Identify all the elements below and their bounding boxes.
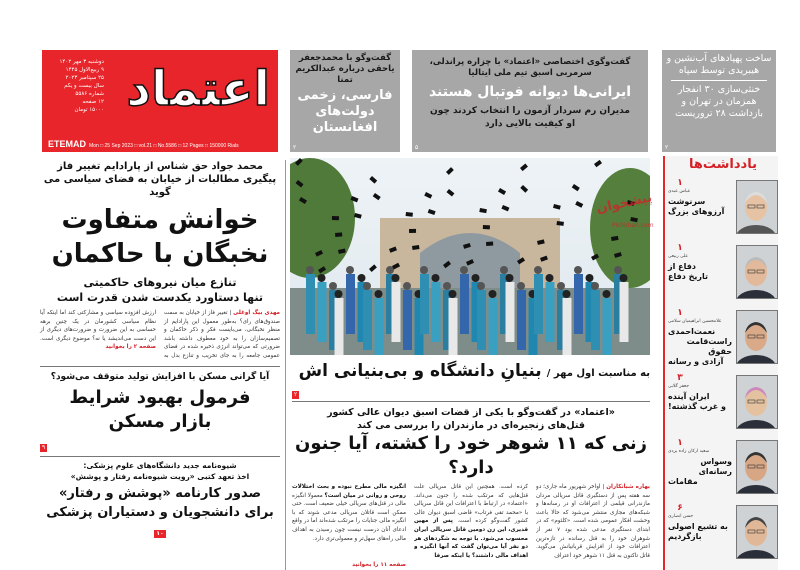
housing-story[interactable] — [40, 371, 280, 453]
graduation-cap — [553, 204, 561, 210]
graduate — [403, 290, 412, 350]
author-photo — [736, 375, 778, 429]
author-photo — [736, 440, 778, 494]
author-photo — [736, 245, 778, 299]
graduate — [574, 274, 583, 334]
note-text — [668, 243, 732, 282]
divider — [40, 456, 280, 457]
graduation-cap — [572, 184, 580, 191]
graduate — [363, 290, 372, 350]
graduation-cap — [479, 208, 487, 213]
note-item[interactable] — [668, 503, 778, 567]
graduation-cap — [483, 225, 490, 229]
note-author: سعید ارکان زاده یزدی — [668, 449, 710, 454]
latin-name: ETEMAD — [48, 139, 86, 149]
page-number: ۱ — [677, 243, 683, 253]
author-photo — [736, 180, 778, 234]
graduate-head — [489, 290, 497, 298]
note-title: و غرب گذشته! — [668, 402, 726, 411]
graduate-head — [306, 266, 314, 274]
note-author: غلامحسین ابراهیمیان سلامی — [668, 319, 722, 324]
graduation-cap — [369, 264, 377, 272]
graduate — [489, 298, 498, 355]
note-author: عباس عبدی — [668, 189, 691, 194]
teaser-kicker: گفت‌وگوی اختصاصی «اعتماد» با چزاره پراندلی، سرمربی اسبق تیم ملی ایتالیا — [429, 57, 631, 78]
graduate-head — [346, 266, 354, 274]
graduate-head — [586, 274, 594, 282]
divider — [292, 401, 650, 402]
note-title: دفاع از — [668, 262, 696, 271]
graduate-head — [318, 274, 326, 282]
graduate-head — [517, 282, 525, 290]
date-line: شماره ۵۵۸۶ — [75, 91, 104, 97]
question-text: پس از مهین قدیری، این زن دومین قاتل سریالی ایران محسوب می‌شود. با توجه به شگردهای هر دو نفر آیا می‌توان گفت که آنها انگیزه و اهداف مالی داشتند؟ یا اینکه صرفا — [414, 518, 528, 559]
note-item[interactable] — [668, 243, 778, 307]
graduate — [546, 282, 555, 342]
graduation-cap — [428, 209, 436, 215]
graduate-head — [358, 274, 366, 282]
lead-headline: نخبگان با حاکمان — [51, 239, 269, 269]
note-title: آرزوهای بزرگ — [668, 207, 725, 216]
graduation-cap — [501, 205, 509, 211]
page-number: ۱ — [677, 178, 683, 188]
latin-masthead — [48, 139, 239, 149]
lead-headline: خوانش متفاوت — [61, 205, 259, 235]
teaser-irgc[interactable] — [662, 50, 776, 152]
graduate-head — [472, 274, 480, 282]
lead-subhead: تنها دستاورد یکدست شدن قدرت است — [56, 291, 264, 304]
page-number: ۹ — [42, 443, 46, 451]
graduation-cap — [369, 176, 377, 184]
page-number: ۱ — [677, 308, 683, 318]
page-number: ۶ — [677, 503, 683, 513]
lead-story[interactable] — [40, 160, 280, 361]
graduation-cap — [594, 160, 602, 167]
body-column — [414, 483, 528, 570]
left-column — [40, 160, 280, 570]
note-title: سرنوشت — [668, 197, 706, 206]
graduation-photo-image — [290, 158, 650, 355]
graduate — [392, 282, 401, 342]
question-text: انگیزه مالی مطرح نبوده و بحث اختلالات روحی و روانی در میان است؟ — [292, 484, 406, 499]
pishkhan-watermark-latin: Pishkhan.com — [612, 222, 654, 229]
note-title: مقامات — [668, 477, 698, 486]
date-line: ۱۵۰۰۰ تومان — [74, 107, 104, 113]
graduation-cap — [498, 188, 506, 195]
graduate-head — [534, 266, 542, 274]
graduate — [517, 290, 526, 350]
note-title: تاریخ دفاع — [668, 272, 708, 281]
medical-kicker: شیوه‌نامه جدید دانشگاه‌های علوم پزشکی: — [83, 460, 237, 470]
graduate — [620, 282, 629, 342]
lead-subhead: تنازع میان نیروهای حاکمیتی — [83, 276, 237, 289]
graduation-cap — [446, 189, 454, 197]
byline: بهاره شبانکاران — [606, 484, 650, 490]
graduation-cap — [373, 193, 381, 200]
medical-headline: برای دانشجویان و دستیاران پزشکی — [46, 504, 274, 520]
page-number: ۵ — [415, 144, 419, 151]
graduate-head — [477, 282, 485, 290]
graduate-head — [449, 290, 457, 298]
note-text — [668, 178, 732, 217]
graduate-head — [460, 266, 468, 274]
graduate-head — [420, 266, 428, 274]
newspaper-logo: اعتماد — [126, 61, 270, 117]
author-photo — [736, 505, 778, 559]
date-line: ۲۵ سپتامبر ۲۰۲۳ — [65, 75, 104, 81]
university-story[interactable] — [292, 358, 650, 387]
graduation-cap — [335, 232, 342, 237]
killer-headline: زنی که ۱۱ شوهر خود را کشته، آیا جنون دارد؟ — [294, 433, 648, 478]
note-text — [668, 308, 732, 367]
graduation-cap — [406, 212, 413, 217]
issue-info — [48, 58, 104, 114]
housing-headline: بازار مسکن — [108, 410, 212, 432]
housing-kicker: آیا گرانی مسکن با افزایش تولید متوقف می‌شود؟ — [50, 371, 270, 382]
note-item[interactable] — [668, 178, 778, 242]
author-photo — [736, 310, 778, 364]
note-title: نعمت‌احمدی — [668, 327, 716, 336]
note-item[interactable] — [668, 308, 778, 372]
graduate — [346, 274, 355, 334]
graduate — [449, 298, 458, 355]
page-number: ۲ — [293, 144, 297, 151]
graduation-cap — [520, 164, 528, 172]
graduation-cap — [354, 213, 362, 219]
read-more-link[interactable]: صفحه ۲ را بخوانید — [105, 344, 156, 351]
graduation-cap — [446, 167, 454, 175]
graduate-head — [614, 266, 622, 274]
teaser-kicker: گفت‌وگو با محمدجعفر یاحقی درباره عبدالکریم تمنا — [295, 53, 395, 85]
graduate-head — [375, 290, 383, 298]
middle-column — [292, 358, 650, 570]
housing-headline: فرمول بهبود شرایط — [69, 386, 251, 408]
killer-body — [292, 483, 650, 570]
note-title: به تشیع اصولی — [668, 522, 728, 531]
teaser-top: ساخت پهپادهای آب‌نشین و هیبریدی توسط سپاه — [666, 53, 772, 76]
date-line: ۱۲ صفحه — [82, 99, 104, 105]
killer-kicker: قتل‌های زنجیره‌ای در مازندران را بررسی می کند — [357, 420, 585, 431]
graduate-head — [563, 290, 571, 298]
graduation-photo[interactable] — [290, 158, 650, 355]
teaser-headline: ایرانی‌ها دیوانه فوتبال هستند — [428, 84, 632, 100]
date-line: دوشنبه ۳ مهر ۱۴۰۲ — [59, 59, 104, 65]
graduate-head — [557, 282, 565, 290]
divider — [40, 366, 280, 367]
graduation-cap — [409, 229, 416, 233]
medical-story[interactable] — [40, 460, 280, 541]
graduate — [432, 282, 441, 342]
date-line: ۹ ربیع‌الاول ۱۴۴۵ — [65, 67, 104, 73]
graduate — [335, 298, 344, 355]
graduation-cap — [520, 185, 528, 193]
graduation-cap — [557, 221, 564, 226]
graduate-head — [432, 274, 440, 282]
graduate-head — [403, 282, 411, 290]
university-headline: بنیانِ دانشگاه و بی‌بنیانی اش — [298, 361, 542, 381]
notes-rule — [663, 156, 665, 570]
graduation-cap — [486, 242, 493, 246]
graduate-head — [506, 274, 514, 282]
graduate-head — [329, 282, 337, 290]
killer-kicker: «اعتماد» در گفت‌وگو با یکی از قضات اسبق دیوان عالی کشور — [327, 407, 615, 418]
byline: مهدی بیگ اوغلی — [233, 310, 280, 316]
body-column: بهاره شبانکاران | اواخر شهریور ماه جاری؛ دو سه هفته پس از دستگیری قاتل سریالی مردان مازندرانی قیلمی از اعترافات او در رسانه‌ها و شبکه‌های مجازی منتشر می‌شود که حالا باعث وحشت افکار عمومی شده است. «کلثوم» که در ابتدای دستگیری مدعی شده بود ۷ نفر از شوهران خود را به قتل رسانده در تازه‌ترین اعترافات خود از افزایش قربانیانش می‌گوید. قاتل تاکنون به قتل ۱۱ شوهر خود اعتراف — [536, 484, 650, 559]
teaser-football[interactable] — [412, 50, 648, 152]
graduate — [306, 274, 315, 334]
masthead — [42, 50, 278, 152]
note-title: وسواس رسانه‌ای — [698, 457, 732, 476]
body-text: کرده است. همچنین این قاتل سریالی علت قتل‌هایی که مرتکب شده را جنون می‌داند. «اعتماد» در ارتباط با اعترافات این قاتل سریالی با «محمد تقی فرتاب» قاضی اسبق دیوان عالی کشور گفت‌وگو کرده است. — [414, 484, 528, 525]
pishkhan-watermark: پیشخوان — [595, 190, 654, 217]
body-text: اواخر شهریور ماه جاری؛ دو سه هفته پس از دستگیری قاتل سریالی مردان مازندرانی قیلمی از اعترافات او در رسانه‌ها و شبکه‌های مجازی منتشر می‌شود که حالا باعث وحشت افکار عمومی شده است. «کلثوم» که در ابتدای دستگیری مدعی شده بود ۷ نفر از شوهران خود را به قتل رسانده در تازه‌ترین اعترافات خود از افزایش قربانیانش می‌گوید. قاتل تاکنون به قتل ۱۱ شوهر خود اعتراف — [536, 484, 650, 559]
note-item[interactable] — [668, 373, 778, 437]
page-number: ۱ — [677, 438, 683, 448]
note-title: بازگردیم — [668, 532, 702, 541]
note-title: راست‌قامت حقوق — [686, 337, 732, 356]
note-text — [668, 438, 732, 487]
graduate-head — [546, 274, 554, 282]
graduate — [375, 298, 384, 355]
graduate — [460, 274, 469, 334]
page-number: ۲ — [665, 144, 669, 151]
graduate — [534, 274, 543, 334]
graduate-head — [500, 266, 508, 274]
note-text — [668, 373, 732, 412]
body-text: تغییر فاز از خیابان به سمت صندوق‌های رای؟ به‌طور معمول این پارادایم از منظر نخبگانی، می‌بایست فکر و ذکر حاکمان و تصمیم‌سازان را به خود معطوف داشته باشد ضرورتی که می‌تواند انرژی ذخیره شده در فضای عمومی جامعه را به جای تخریب و تنازع بدل به ارزش افزوده سیاسی و مشارکتی کند اما اینکه آیا نظام سیاسی کشورمان در یک چنین برهه حساسی به این ضرورت و ضرورت‌های دیگری از این دست می‌اندیشد یا نه؟ موضوع دیگری است. — [40, 310, 280, 359]
body-column-text — [292, 483, 406, 561]
column-rule — [285, 160, 286, 570]
graduation-cap — [575, 201, 583, 208]
note-author: علی ربیعی — [668, 254, 689, 259]
graduate-head — [392, 274, 400, 282]
page-number: ۳ — [677, 373, 683, 383]
lead-body: مهدی بیگ اوغلی | تغییر فاز از خیابان به سمت صندوق‌های رای؟ به‌طور معمول این پارادایم از منظر نخبگانی، می‌بایست فکر و ذکر حاکمان و تصمیم‌سازان را به خود معطوف داشته باشد ضرورتی که می‌تواند انرژی ذخیره شده در فضای عمومی جامعه را به جای تخریب و تنازع بدل به ارزش افزوده سیاسی و مشارکتی کند اما اینکه آیا نظام سیاسی کشورمان در یک چنین برهه حساسی به این ضرورت و ضرورت‌های دیگری از این دست می‌اندیشد یا نه؟ موضوع دیگری است. صفحه ۲ را بخوانید — [40, 310, 280, 359]
graduate-head — [620, 274, 628, 282]
page-number: ۲ — [294, 391, 298, 398]
graduate — [591, 290, 600, 350]
graduate-head — [574, 266, 582, 274]
graduation-cap — [424, 192, 432, 199]
medical-kicker: اخذ تعهد کتبی «رویت شیوه‌نامه رفتار و پوشش» — [70, 471, 250, 481]
note-title: آزادی و رسانه — [668, 357, 724, 366]
note-author: حسن انصاری — [668, 514, 694, 519]
divider — [671, 80, 767, 81]
graduate — [477, 290, 486, 350]
latin-issue-info: Mon □ 25 Sep 2023 □ vol.21 □ No.5586 □ 12 Pages □ 150000 Rials — [89, 143, 239, 149]
graduate-head — [443, 282, 451, 290]
read-more-link[interactable]: صفحه ۱۱ را بخوانید — [352, 562, 406, 569]
body-column — [292, 483, 406, 570]
note-author: جعفر گلابی — [668, 384, 689, 389]
graduation-cap — [332, 216, 339, 220]
graduate — [420, 274, 429, 334]
medical-headline: صدور کارنامه «پوشش و رفتار» — [58, 485, 262, 501]
graduate-head — [363, 282, 371, 290]
graduate — [318, 282, 327, 342]
graduate-head — [335, 290, 343, 298]
graduate — [563, 298, 572, 355]
killer-story[interactable] — [292, 406, 650, 480]
date-line: سال بیست و یکم — [64, 83, 104, 89]
graduate-head — [591, 282, 599, 290]
university-kicker: به مناسبت اول مهر / — [546, 368, 650, 379]
graduate — [603, 298, 612, 355]
page-number: ۱۰ — [156, 529, 164, 537]
teaser-afghanistan[interactable] — [290, 50, 400, 152]
teaser-sub: مدیران رم سردار آزمون را انتخاب کردند چون او کیفیت بالایی دارد — [430, 106, 630, 129]
notes-title: یادداشت‌ها — [688, 157, 757, 172]
teaser-bottom: خنثی‌سازی ۳۰ انفجار همزمان در تهران و بازداشت ۲۸ تروریست — [674, 84, 764, 119]
note-title: ایران آینده — [668, 392, 710, 401]
body-text: معمولا انگیزه مالی در قتل‌های سریالی خیلی ضعیف است. حتی ممکن است قاتلان سریالی مدعی شوند که با انگیزه مالی جنایات را مرتکب شده‌اند اما در واقع ادعای آنان درست نیست چون رسیدن به اهداف مالی راه‌های سهل‌تر و معمولی‌تری دارد. — [292, 492, 406, 542]
lead-kicker: محمد جواد حق شناس از پارادایم تغییر فاز پیگیری مطالبات از خیابان به فضای سیاسی می گوید — [43, 161, 277, 198]
note-item[interactable] — [668, 438, 778, 502]
graduate — [506, 282, 515, 342]
teaser-headline: فارسی، زخمی دولت‌های افغانستان — [297, 88, 393, 135]
note-text — [668, 503, 732, 542]
graduate-head — [603, 290, 611, 298]
